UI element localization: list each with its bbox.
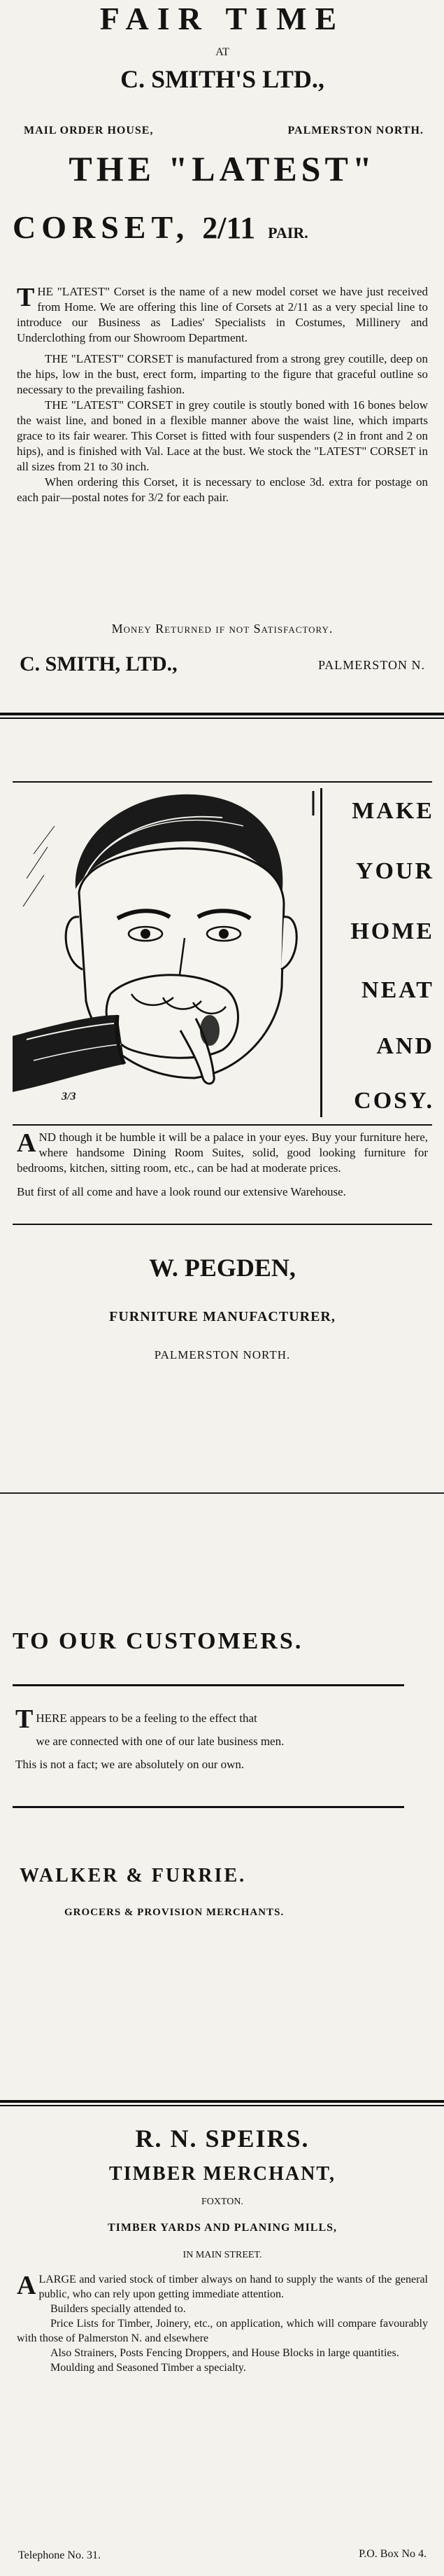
smith-money-back: Money Returned if not Satisfactory. xyxy=(111,622,334,636)
speirs-name: R. N. SPEIRS. xyxy=(135,2124,310,2152)
walker-line-3: This is not a fact; we are absolutely on our own. xyxy=(15,1758,245,1771)
smith-pair: PAIR. xyxy=(268,224,308,241)
pointing-man-illustration xyxy=(13,784,320,1120)
smith-paragraph-2: THE "LATEST" CORSET is manufactured from a strong grey coutille, deep on the hips, low in the bust, erect form, imparting to the figure that graceful outline so necessary to the prevailing fashion. xyxy=(17,352,428,396)
speirs-paragraph-1: ALARGE and varied stock of timber always on hand to supply the wants of the general public, who can rely upon getting immediate attention. xyxy=(17,2271,428,2300)
slogan-neat: NEAT xyxy=(361,977,434,1003)
smith-address-right: PALMERSTON NORTH. xyxy=(287,125,424,136)
speirs-ad xyxy=(13,2110,432,2576)
walker-bottom-rule xyxy=(13,1806,404,1808)
speirs-paragraph-2: Builders specially attended to. xyxy=(50,2303,186,2315)
pegden-trade: FURNITURE MANUFACTURER, xyxy=(109,1309,336,1324)
walker-body xyxy=(15,1704,432,1776)
smith-paragraph-1: THE "LATEST" Corset is the name of a new model corset we have just received from Home. We are offering this line of Corsets at 2/11 as a very special line to introduce our Business as Ladies' Specialists in Costumes, Millinery and Underclothing from our Showroom Department. xyxy=(17,283,428,344)
walker-ad xyxy=(13,1498,432,2128)
smith-firm-name: C. SMITH'S LTD., xyxy=(120,65,324,93)
smith-latest-heading: THE "LATEST" xyxy=(69,149,376,188)
smith-address-left: MAIL ORDER HOUSE, xyxy=(24,125,154,136)
smith-corset: CORSET, xyxy=(13,209,190,245)
pegden-place: PALMERSTON NORTH. xyxy=(154,1348,291,1362)
slogan-cosy: COSY. xyxy=(354,1088,434,1114)
walker-line-1: THERE appears to be a feeling to the effect that xyxy=(15,1704,257,1734)
smith-ad xyxy=(13,0,432,700)
slogan-home: HOME xyxy=(350,918,434,944)
pegden-inner-rule xyxy=(13,1224,432,1225)
divider xyxy=(0,1492,444,1494)
speirs-trade: TIMBER MERCHANT, xyxy=(109,2163,336,2185)
pegden-paragraph-1: AND though it be humble it will be a palace in your eyes. Buy your furniture here, where handsome Dining Room Suites, solid, good looking furniture for bedrooms, kitchen, sitting room, etc., can be had at moderate prices. xyxy=(17,1128,428,1175)
speirs-dropcap: A xyxy=(17,2271,36,2300)
speirs-body xyxy=(17,2272,428,2375)
walker-heading: TO OUR CUSTOMERS. xyxy=(13,1628,303,1654)
walker-name: WALKER & FURRIE. xyxy=(20,1865,247,1886)
speirs-paragraph-5: Moulding and Seasoned Timber a specialty. xyxy=(50,2362,246,2374)
speirs-pobox: P.O. Box No 4. xyxy=(359,2548,427,2560)
slogan-your: YOUR xyxy=(355,858,434,884)
walker-top-rule xyxy=(13,1684,404,1686)
pegden-ad xyxy=(13,721,432,1498)
smith-dropcap: T xyxy=(17,283,35,312)
walker-dropcap: T xyxy=(15,1704,34,1734)
divider xyxy=(0,2100,444,2106)
smith-at: AT xyxy=(215,46,229,58)
slogan-block xyxy=(320,788,434,1117)
speirs-paragraph-4: Also Strainers, Posts Fencing Droppers, and House Blocks in large quantities. xyxy=(50,2347,399,2359)
slogan-and: AND xyxy=(376,1033,434,1059)
speirs-town: FOXTON. xyxy=(201,2197,244,2207)
smith-body xyxy=(17,284,428,505)
speirs-telephone: Telephone No. 31. xyxy=(18,2549,101,2561)
smith-price: 2/11 xyxy=(202,211,256,245)
smith-sign-place: PALMERSTON N. xyxy=(317,658,425,672)
walker-line-2: we are connected with one of our late business men. xyxy=(36,1735,285,1748)
speirs-yards: TIMBER YARDS AND PLANING MILLS, xyxy=(107,2222,338,2234)
pegden-name: W. PEGDEN, xyxy=(149,1254,296,1282)
smith-corset-line xyxy=(13,209,432,246)
slogan-make: MAKE xyxy=(352,798,434,824)
smith-paragraph-4: When ordering this Corset, it is necessary to enclose 3d. extra for postage on each pair—postal notes for 3/2 for each pair. xyxy=(17,475,428,504)
walker-trade: GROCERS & PROVISION MERCHANTS. xyxy=(64,1907,285,1918)
smith-paragraph-3: THE "LATEST" CORSET in grey coutile is stoutly boned with 16 bones below the waist line, and boned in a flexible manner above the waist line, which imparts grace to its fair wearer. This Corset is fitted with four suspenders (2 in front and 2 on hips), and is finished with Val. Lace at the bust. We stock the "LATEST" CORSET in all sizes from 21 to 30 inch. xyxy=(17,398,428,473)
smith-fair-time: FAIR TIME xyxy=(99,1,345,36)
sketch-mark: 3/3 xyxy=(62,1091,76,1102)
speirs-street: IN MAIN STREET. xyxy=(182,2250,262,2260)
pegden-paragraph-2: But first of all come and have a look round our extensive Warehouse. xyxy=(17,1185,346,1198)
divider xyxy=(0,713,444,719)
pegden-body xyxy=(17,1130,428,1200)
speirs-paragraph-3: Price Lists for Timber, Joinery, etc., on application, which will compare favourably with those of Palmerston N. and elsewhere xyxy=(17,2318,428,2344)
smith-sign-name: C. SMITH, LTD., xyxy=(20,652,178,676)
pegden-dropcap: A xyxy=(17,1128,36,1158)
